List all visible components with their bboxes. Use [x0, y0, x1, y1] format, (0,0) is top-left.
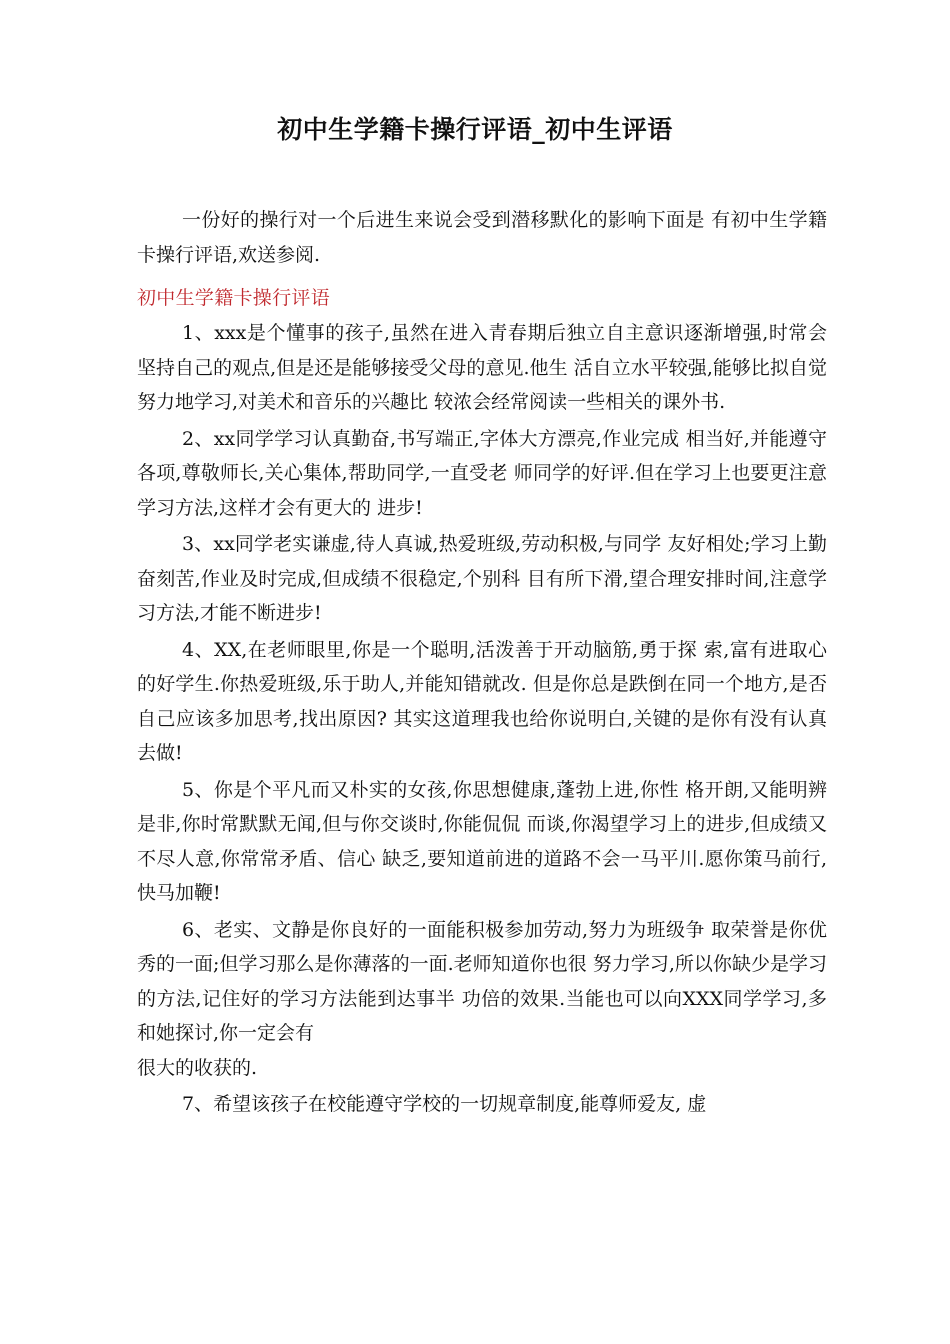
document-title: 初中生学籍卡操行评语_初中生评语 [277, 115, 673, 144]
comment-item: 1、xxx是个懂事的孩子,虽然在进入青春期后独立自主意识逐渐增强,时常会坚持自己的观点,但是还是能够接受父母的意见.他生 活自立水平较强,能够比拟自觉努力地学习,对美术和音乐的兴趣比 较浓会经常阅读一些相关的课外书. [137, 322, 827, 413]
comment-item: 7、希望该孩子在校能遵守学校的一切规章制度,能尊师爱友, 虚 [182, 1093, 707, 1115]
comment-item-6 [137, 913, 827, 1086]
comment-item: 2、xx同学学习认真勤奋,书写端正,字体大方漂亮,作业完成 相当好,并能遵守各项,尊敬师长,关心集体,帮助同学,一直受老 师同学的好评.但在学习上也要更注意学习方法,这样才会有更大的 进步! [137, 427, 827, 519]
section-heading: 初中生学籍卡操行评语 [137, 287, 331, 309]
comment-item: 3、xx同学老实谦虚,待人真诚,热爱班级,劳动积极,与同学 友好相处;学习上勤奋刻苦,作业及时完成,但成绩不很稳定,个别科 目有所下滑,望合理安排时间,注意学习方法,才能不断进步! [137, 533, 827, 624]
comment-6-text: 6、老实、文静是你良好的一面能积极参加劳动,努力为班级争 取荣誉是你优秀的一面;但学习那么是你薄落的一面.老师知道你也很 努力学习,所以你缺少是学习的方法,记住好的学习方法能到达事半 功倍的效果.当能也可以向XXX同学学习,多和她探讨,你一定会有 [137, 918, 827, 1044]
comment-item: 5、你是个平凡而又朴实的女孩,你思想健康,蓬勃上进,你性 格开朗,又能明辨是非,你时常默默无闻,但与你交谈时,你能侃侃 而谈,你渴望学习上的进步,但成绩又不尽人意,你常常矛盾、信心 缺乏,要知道前进的道路不会一马平川.愿你策马前行,快马加鞭! [137, 778, 827, 904]
comment-6-tail: 很大的收获的. [137, 1056, 258, 1079]
intro-paragraph: 一份好的操行对一个后进生来说会受到潜移默化的影响下面是 有初中生学籍卡操行评语,欢送参阅. [137, 209, 827, 266]
comment-item: 4、XX,在老师眼里,你是一个聪明,活泼善于开动脑筋,勇于探 索,富有进取心的好学生.你热爱班级,乐于助人,并能知错就改. 但是你总是跌倒在同一个地方,是否自己应该多加思考,找出原因? 其实这道理我也给你说明白,关键的是你有没有认真去做! [137, 638, 827, 764]
comments-list [137, 316, 827, 1124]
